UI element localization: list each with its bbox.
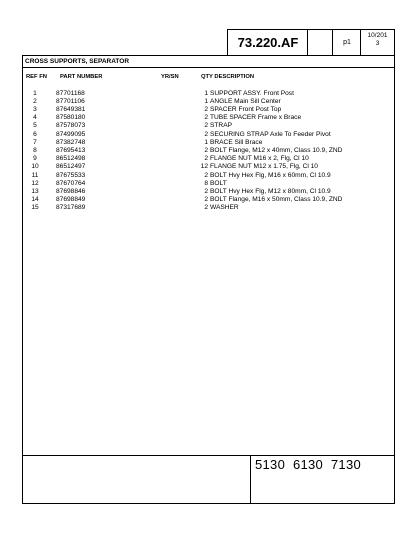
ref-fn: 13 [31, 187, 39, 195]
ref-fn: 7 [33, 138, 37, 146]
ref-fn: 14 [31, 196, 39, 204]
description: BOLT Flange, M16 x 50mm, Class 10.9, ZND [210, 196, 343, 204]
quantity: 2 [204, 114, 208, 122]
ref-fn: 15 [31, 204, 39, 212]
ref-fn: 4 [33, 114, 37, 122]
description: FLANGE NUT M16 x 2, Flg, Cl 10 [210, 155, 309, 163]
part-number: 86512497 [56, 163, 86, 171]
quantity: 1 [204, 138, 208, 146]
description: SECURING STRAP Axle To Feeder Pivot [210, 130, 331, 138]
ref-fn: 6 [33, 130, 37, 138]
description: FLANGE NUT M12 x 1.75, Flg, Cl 10 [210, 163, 318, 171]
part-number: 86512498 [56, 155, 86, 163]
description: STRAP [210, 122, 232, 130]
main-border-bottom [22, 503, 395, 504]
part-number: 87317689 [56, 204, 86, 212]
quantity: 2 [204, 171, 208, 179]
header-divider-1 [307, 29, 308, 55]
part-number: 87701106 [56, 97, 85, 105]
header-divider-2 [332, 29, 333, 55]
section-title: CROSS SUPPORTS, SEPARATOR [25, 58, 130, 65]
part-number: 87670764 [56, 179, 86, 187]
quantity: 8 [204, 179, 208, 187]
quantity: 2 [204, 122, 208, 130]
footer-divider [250, 455, 251, 504]
ref-fn: 8 [33, 146, 37, 154]
quantity: 1 [204, 97, 208, 105]
description: ANGLE Main Sill Center [210, 97, 281, 105]
description: BOLT [210, 179, 227, 187]
part-number: 87649381 [56, 105, 86, 113]
top-header-left-rule [227, 29, 228, 55]
description: BOLT Hvy Hex Flg, M16 x 60mm, Cl 10.9 [210, 171, 331, 179]
part-number: 87701168 [56, 89, 85, 97]
date-line-1: 10/201 [367, 32, 388, 39]
table-row [24, 204, 394, 213]
col-qty-description: QTY DESCRIPTION [201, 74, 255, 80]
top-header-top-rule [227, 29, 395, 30]
main-border-right [394, 29, 395, 504]
part-number: 87580180 [56, 114, 86, 122]
main-border-left [22, 55, 23, 504]
quantity: 2 [204, 204, 208, 212]
section-rule [22, 67, 395, 68]
col-yr-sn: YR/SN [161, 74, 179, 80]
main-border-top [22, 55, 395, 56]
description: BRACE Sill Brace [210, 138, 263, 146]
ref-fn: 9 [33, 155, 37, 163]
page-number: p1 [343, 39, 351, 46]
ref-fn: 1 [33, 89, 37, 97]
ref-fn: 11 [31, 171, 39, 179]
description: WASHER [210, 204, 239, 212]
part-number: 87698846 [56, 187, 86, 195]
quantity: 2 [204, 130, 208, 138]
quantity: 2 [204, 187, 208, 195]
ref-fn: 5 [33, 122, 37, 130]
date-line-2: 3 [375, 40, 380, 47]
model-numbers: 5130 6130 7130 [255, 457, 362, 472]
ref-fn: 3 [33, 105, 37, 113]
description: SPACER Front Post Top [210, 105, 282, 113]
quantity: 2 [204, 196, 208, 204]
part-number: 87499095 [56, 130, 86, 138]
col-ref-fn: REF FN [26, 74, 47, 80]
description: BOLT Hvy Hex Flg, M12 x 80mm, Cl 10.9 [210, 187, 331, 195]
quantity: 2 [204, 105, 208, 113]
description: SUPPORT ASSY. Front Post [210, 89, 294, 97]
footer-top-rule [22, 455, 395, 456]
description: TUBE SPACER Frame x Brace [210, 114, 302, 122]
ref-fn: 12 [31, 179, 39, 187]
part-number: 87675533 [56, 171, 86, 179]
quantity: 2 [204, 146, 208, 154]
ref-fn: 2 [33, 97, 37, 105]
description: BOLT Flange, M12 x 40mm, Class 10.9, ZND [210, 146, 343, 154]
part-number: 87578073 [56, 122, 86, 130]
part-number: 87698849 [56, 196, 86, 204]
ref-fn: 10 [31, 163, 39, 171]
col-part-number: PART NUMBER [60, 74, 103, 80]
quantity: 1 [204, 89, 208, 97]
part-number: 87695413 [56, 146, 86, 154]
quantity: 12 [200, 163, 208, 171]
quantity: 2 [204, 155, 208, 163]
part-number: 87382748 [56, 138, 86, 146]
document-code: 73.220.AF [237, 35, 299, 50]
